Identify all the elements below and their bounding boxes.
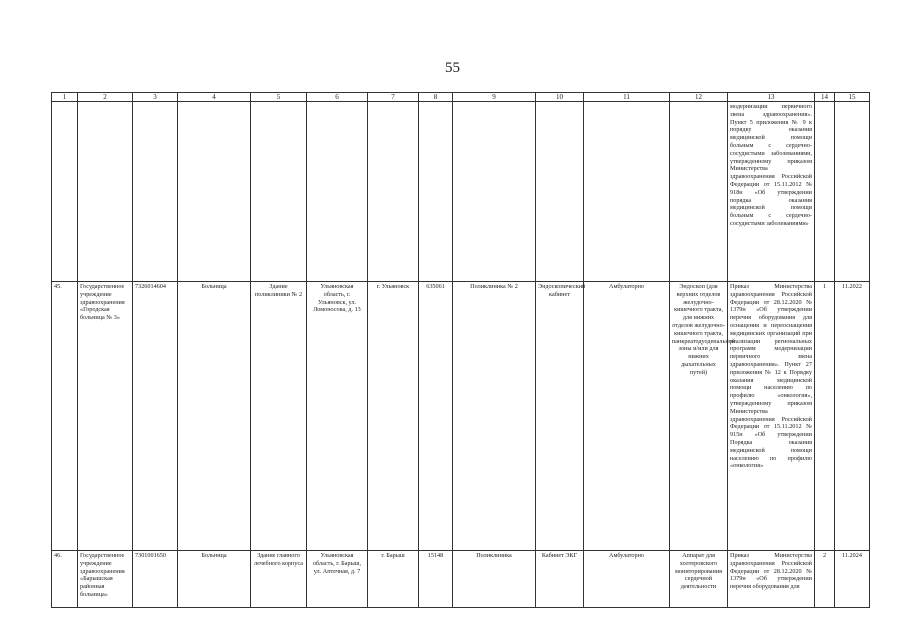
facility-type-cell: Больница	[178, 282, 251, 551]
column-header: 11	[584, 93, 670, 102]
unit-cell: Поликлиника	[453, 551, 536, 608]
room-cell: Эндоскопический кабинет	[536, 282, 584, 551]
table-row	[52, 282, 870, 551]
care-mode-cell: Амбулаторно	[584, 551, 670, 608]
column-header: 15	[835, 93, 870, 102]
equipment-table	[51, 92, 870, 608]
building-cell: Здание поликлиники № 2	[251, 282, 307, 551]
column-header: 6	[307, 93, 368, 102]
room-cell: Кабинет ЭКГ	[536, 551, 584, 608]
building-cell: Здание главного лечебного корпуса	[251, 551, 307, 608]
code-cell: 7301001650	[133, 551, 178, 608]
unit-cell: Поликлиника № 2	[453, 282, 536, 551]
postcode-cell: 635061	[419, 282, 453, 551]
column-header: 7	[368, 93, 419, 102]
city-cell: г. Ульяновск	[368, 282, 419, 551]
column-header: 9	[453, 93, 536, 102]
column-header: 4	[178, 93, 251, 102]
quantity-cell: 2	[815, 551, 835, 608]
equipment-cell: Эндоскоп (для верхних отделов желудочно-кишечного тракта, для нижних отделов желудочно-кишечного тракта, панкреатодуоденальной зоны и/или для нижних дыхательных путей)	[670, 282, 728, 551]
city-cell: г. Барыш	[368, 551, 419, 608]
column-header: 13	[728, 93, 815, 102]
column-number-row	[52, 93, 870, 102]
legal-basis-cell: модернизации первичного звена здравоохранения». Пункт 5 приложения № 9 к порядку оказания медицинской помощи больным с сердечно-сосудистыми заболеваниями, утвержденному приказом Министерства здравоохранения Российской Федерации от 15.11.2012 № 918н «Об утверждении порядка оказания медицинской помощи больным с сердечно-сосудистыми заболеваниями»	[728, 102, 815, 282]
page-number: 55	[445, 60, 460, 76]
column-header: 12	[670, 93, 728, 102]
facility-type-cell: Больница	[178, 551, 251, 608]
postcode-cell: 15148	[419, 551, 453, 608]
date-cell: 11.2022	[835, 282, 870, 551]
column-header: 10	[536, 93, 584, 102]
legal-basis-cell: Приказ Министерства здравоохранения Российской Федерации от 28.12.2020 № 1379н «Об утверждении перечня оборудования для оснащения и переоснащения медицинских организаций при реализации региональных программ модернизации первичного звена здравоохранения». Пункт 27 приложения № 12 к Порядку оказания медицинской помощи населению по профилю «онкология», утвержденному приказом Министерства здравоохранения Российской Федерации от 15.11.2012 № 915н «Об утверждении Порядка оказания медицинской помощи населению по профилю «онкология»	[728, 282, 815, 551]
column-header: 5	[251, 93, 307, 102]
care-mode-cell: Амбулаторно	[584, 282, 670, 551]
address-cell: Ульяновская область, г. Барыш, ул. Аптечная, д. 7	[307, 551, 368, 608]
address-cell: Ульяновская область, г. Ульяновск, ул. Ломоносова, д. 13	[307, 282, 368, 551]
quantity-cell: 1	[815, 282, 835, 551]
equipment-cell: Аппарат для холтеровского мониторирования сердечной деятельности	[670, 551, 728, 608]
organization-cell: Государственное учреждение здравоохранения «Барышская районная больница»	[78, 551, 133, 608]
column-header: 1	[52, 93, 78, 102]
row-number-cell: 46.	[52, 551, 78, 608]
code-cell: 7326014604	[133, 282, 178, 551]
column-header: 14	[815, 93, 835, 102]
column-header: 3	[133, 93, 178, 102]
date-cell: 11.2024	[835, 551, 870, 608]
organization-cell: Государственное учреждение здравоохранения «Городская больница № 3»	[78, 282, 133, 551]
column-header: 2	[78, 93, 133, 102]
table-row-continuation	[52, 102, 870, 282]
row-number-cell: 45.	[52, 282, 78, 551]
table-row	[52, 551, 870, 608]
legal-basis-cell: Приказ Министерства здравоохранения Российской Федерации от 28.12.2020 № 1379н «Об утверждении перечня оборудования для	[728, 551, 815, 608]
column-header: 8	[419, 93, 453, 102]
